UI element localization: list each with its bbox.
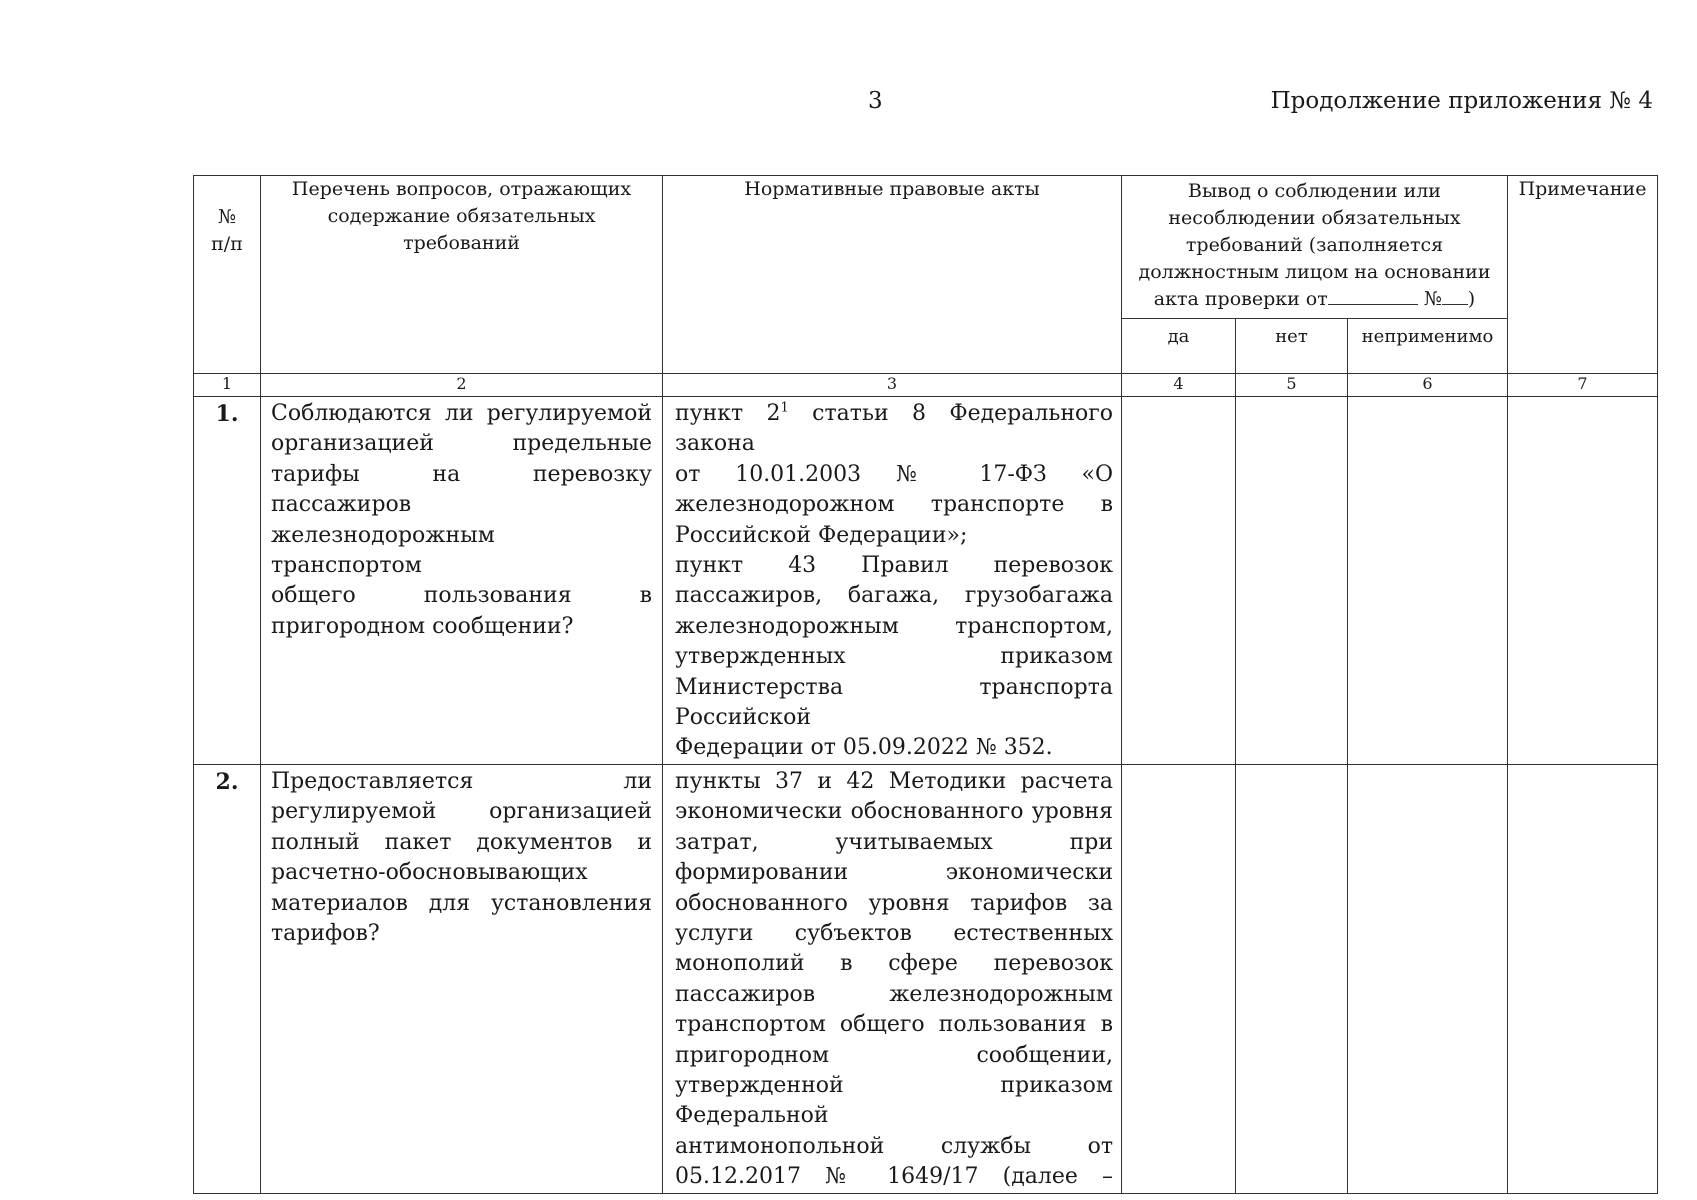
question-line: материалов для установления [271,890,652,916]
column-index: 5 [1236,374,1348,397]
no-cell[interactable] [1236,397,1348,765]
act-line: Федерации от 05.09.2022 № 352. [675,735,1053,761]
act-line: утвержденной приказом Федеральной [675,1072,1113,1129]
act-line: пассажиров, багажа, грузобагажа [675,583,1113,609]
header-conclusion-act-no: № [1423,288,1442,310]
act-line: железнодорожном транспорте в [675,492,1113,518]
header-na: неприменимо [1348,319,1508,374]
act-line: железнодорожным транспортом, [675,613,1113,639]
act-date-blank [1328,286,1418,305]
header-num [194,176,261,374]
header-conclusion-line [1122,286,1507,313]
question-line: тарифы на перевозку пассажиров [271,461,652,518]
act-line [675,399,1113,460]
note-cell[interactable] [1508,397,1658,765]
act-line: пункты 37 и 42 Методики расчета [675,768,1113,794]
acts-cell [663,764,1122,1193]
header-conclusion [1122,176,1508,319]
no-cell[interactable] [1236,764,1348,1193]
table-row [194,397,1658,765]
act-line: утвержденных приказом [675,644,1113,670]
act-ref-rest: статьи 8 Федерального закона [675,401,1113,457]
question-line: Предоставляется ли [271,768,652,794]
column-index: 7 [1508,374,1658,397]
act-line: транспортом общего пользования в [675,1012,1113,1038]
header-conclusion-line: несоблюдении обязательных [1168,207,1461,229]
header-questions: Перечень вопросов, отражающих содержание обязательных требований [261,176,663,374]
act-line: услуги субъектов естественных [675,920,1113,946]
question-cell [261,764,663,1193]
question-line: полный пакет документов и [271,829,652,855]
act-line: от 10.01.2003 № 17-ФЗ «О [675,461,1113,487]
header-conclusion-line: требований (заполняется [1185,234,1444,256]
question-line: железнодорожным транспортом [271,522,495,579]
header-num-line: п/п [211,233,243,255]
page-number: 3 [868,88,883,114]
question-line: общего пользования в [271,583,652,609]
header-note: Примечание [1508,176,1658,374]
question-cell [261,397,663,765]
header-conclusion-close: ) [1467,288,1476,310]
acts-cell [663,397,1122,765]
act-line: формировании экономически [675,860,1113,886]
act-line: 05.12.2017 № 1649/17 (далее – [675,1164,1113,1190]
column-index: 4 [1122,374,1236,397]
row-number: 2. [194,764,261,1193]
act-line: экономически обоснованного уровня [675,799,1113,825]
header-num-line: № [218,206,236,228]
act-line: пригородном сообщении, [675,1042,1113,1068]
question-line: расчетно-обосновывающих [271,860,588,886]
act-line: пункт 43 Правил перевозок [675,553,1113,579]
header-yes: да [1122,319,1236,374]
question-line: Соблюдаются ли регулируемой [271,401,652,426]
requirements-checklist-table [193,175,1658,1194]
act-line: Министерства транспорта Российской [675,674,1113,731]
na-cell[interactable] [1348,764,1508,1193]
header-conclusion-line: Вывод о соблюдении или [1188,180,1441,202]
row-number: 1. [194,397,261,765]
header-acts: Нормативные правовые акты [663,176,1122,374]
act-ref: пункт 2 [675,401,781,426]
act-line: затрат, учитываемых при [675,829,1113,855]
act-line: обоснованного уровня тарифов за [675,890,1113,916]
header-conclusion-act-prefix: акта проверки от [1153,288,1328,310]
header-row [194,176,1658,319]
question-line: организацией предельные [271,431,652,457]
header-conclusion-line: должностным лицом на основании [1138,261,1491,283]
act-line: Российской Федерации»; [675,522,968,548]
table-row [194,764,1658,1193]
act-superscript: 1 [780,400,789,416]
na-cell[interactable] [1348,397,1508,765]
header-no: нет [1236,319,1348,374]
appendix-continuation-header: Продолжение приложения № 4 [1270,88,1653,114]
column-index: 6 [1348,374,1508,397]
yes-cell[interactable] [1122,764,1236,1193]
act-line: антимонопольной службы от [675,1133,1113,1159]
act-line: пассажиров железнодорожным [675,981,1113,1007]
column-index: 1 [194,374,261,397]
yes-cell[interactable] [1122,397,1236,765]
column-index-row [194,374,1658,397]
act-number-blank [1442,286,1468,305]
question-line: пригородном сообщении? [271,613,574,639]
act-line: монополий в сфере перевозок [675,951,1113,977]
column-index: 3 [663,374,1122,397]
column-index: 2 [261,374,663,397]
note-cell[interactable] [1508,764,1658,1193]
question-line: регулируемой организацией [271,799,652,825]
question-line: тарифов? [271,920,380,946]
